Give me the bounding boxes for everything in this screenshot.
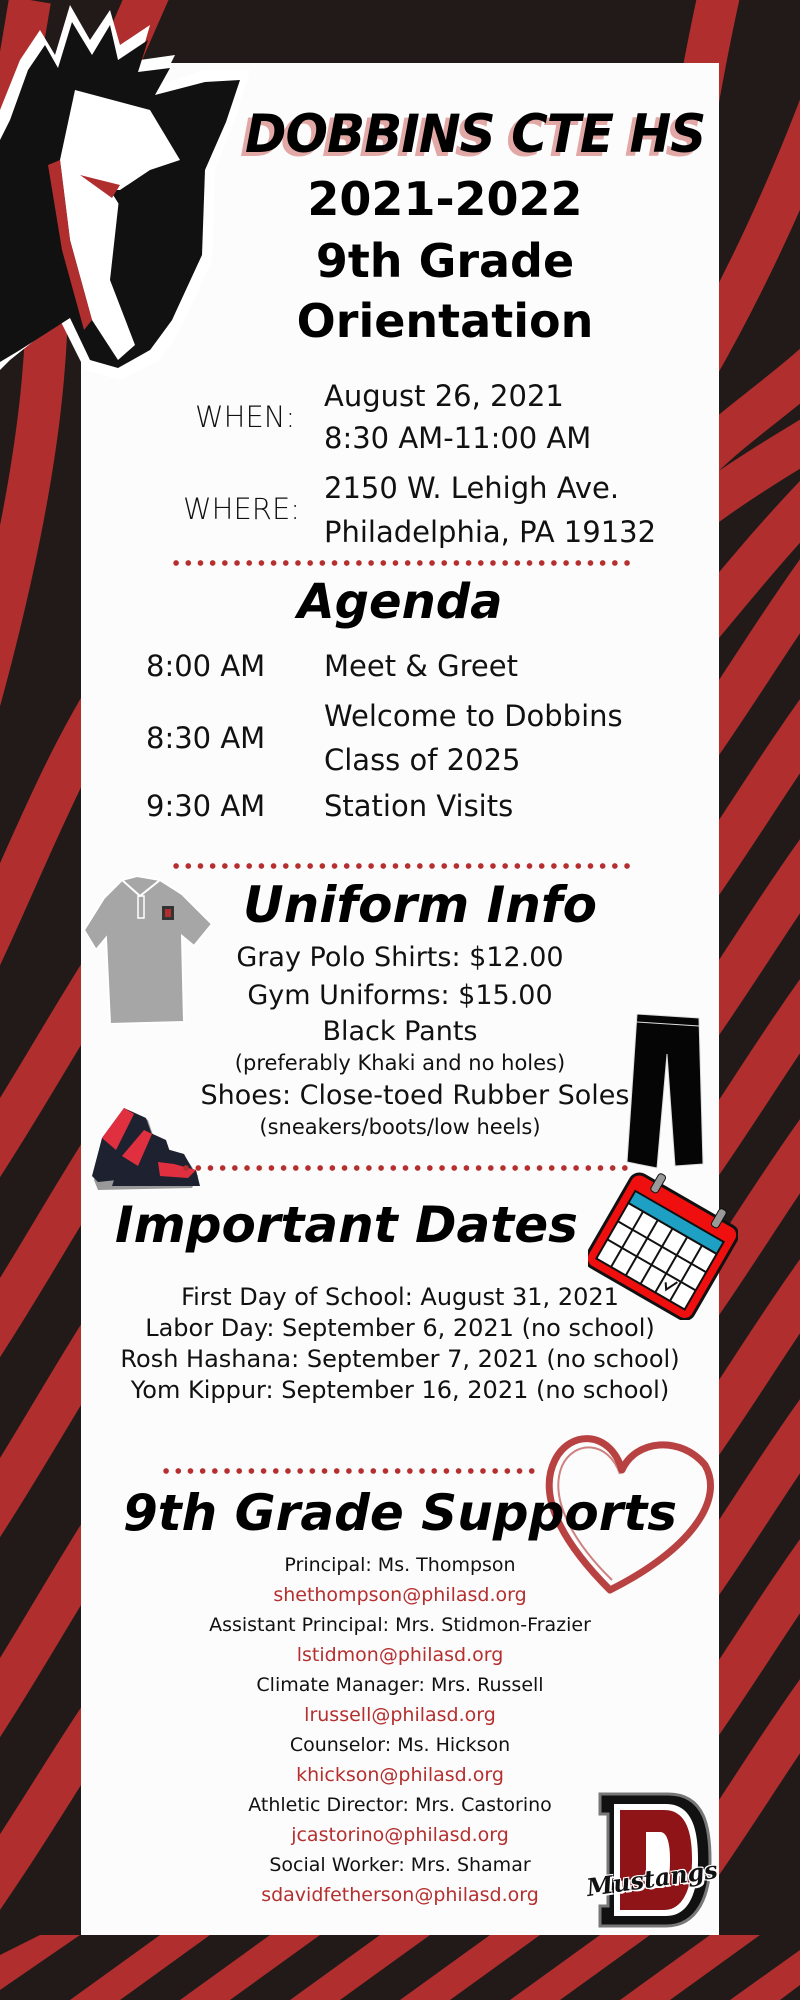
divider-dotted — [170, 560, 635, 566]
contact-email[interactable]: jcastorino@philasd.org — [291, 1824, 509, 1846]
supports-heading: 9th Grade Supports — [122, 1484, 678, 1542]
agenda-heading: Agenda — [297, 574, 503, 630]
school-year: 2021-2022 — [307, 172, 583, 226]
grade-title: 9th Grade — [315, 234, 575, 288]
when-label: WHEN: — [195, 400, 296, 434]
where-city: Philadelphia, PA 19132 — [324, 515, 657, 549]
uniform-item: Gym Uniforms: $15.00 — [247, 980, 553, 1011]
agenda-activity-line2: Class of 2025 — [324, 743, 521, 777]
mustang-head-icon — [0, 0, 260, 430]
contact-email[interactable]: lrussell@philasd.org — [304, 1704, 496, 1726]
contact-email[interactable]: sdavidfetherson@philasd.org — [261, 1884, 539, 1906]
agenda-time: 8:30 AM — [146, 721, 266, 755]
divider-dotted — [170, 863, 635, 869]
contact-role: Counselor: Ms. Hickson — [289, 1734, 511, 1756]
where-street: 2150 W. Lehigh Ave. — [324, 471, 620, 505]
uniform-item: Shoes: Close-toed Rubber Soles — [200, 1080, 630, 1111]
uniform-item: Black Pants — [322, 1016, 478, 1047]
contact-email[interactable]: khickson@philasd.org — [296, 1764, 504, 1786]
date-item: Labor Day: September 6, 2021 (no school) — [145, 1314, 655, 1342]
date-item: Yom Kippur: September 16, 2021 (no school) — [130, 1376, 670, 1404]
agenda-time: 9:30 AM — [146, 789, 266, 823]
contact-role: Climate Manager: Mrs. Russell — [256, 1674, 544, 1696]
school-name: DOBBINS CTE HS — [245, 103, 706, 165]
uniform-note: (sneakers/boots/low heels) — [259, 1115, 541, 1139]
agenda-activity: Meet & Greet — [324, 649, 518, 683]
date-item: First Day of School: August 31, 2021 — [181, 1283, 619, 1311]
uniform-heading: Uniform Info — [243, 876, 597, 934]
contact-email[interactable]: shethompson@philasd.org — [273, 1584, 527, 1606]
date-item: Rosh Hashana: September 7, 2021 (no school) — [120, 1345, 680, 1373]
agenda-activity: Station Visits — [324, 789, 514, 823]
agenda-time: 8:00 AM — [146, 649, 266, 683]
contact-role: Assistant Principal: Mrs. Stidmon-Frazier — [209, 1614, 591, 1636]
contact-role: Social Worker: Mrs. Shamar — [269, 1854, 531, 1876]
uniform-item: Gray Polo Shirts: $12.00 — [236, 942, 564, 973]
event-title: Orientation — [296, 294, 594, 348]
contact-email[interactable]: lstidmon@philasd.org — [296, 1644, 504, 1666]
mustangs-logo — [584, 1790, 720, 1930]
agenda-activity: Welcome to Dobbins — [324, 699, 623, 733]
when-time: 8:30 AM-11:00 AM — [324, 421, 592, 455]
mustangs-script: Mustangs — [584, 1854, 720, 1903]
where-label: WHERE: — [183, 492, 301, 526]
divider-dotted — [180, 1165, 630, 1171]
divider-dotted — [160, 1468, 540, 1474]
when-date: August 26, 2021 — [324, 379, 564, 413]
contact-role: Principal: Ms. Thompson — [284, 1554, 516, 1576]
contact-role: Athletic Director: Mrs. Castorino — [248, 1794, 552, 1816]
uniform-note: (preferably Khaki and no holes) — [234, 1051, 566, 1075]
dates-heading: Important Dates — [115, 1196, 578, 1254]
